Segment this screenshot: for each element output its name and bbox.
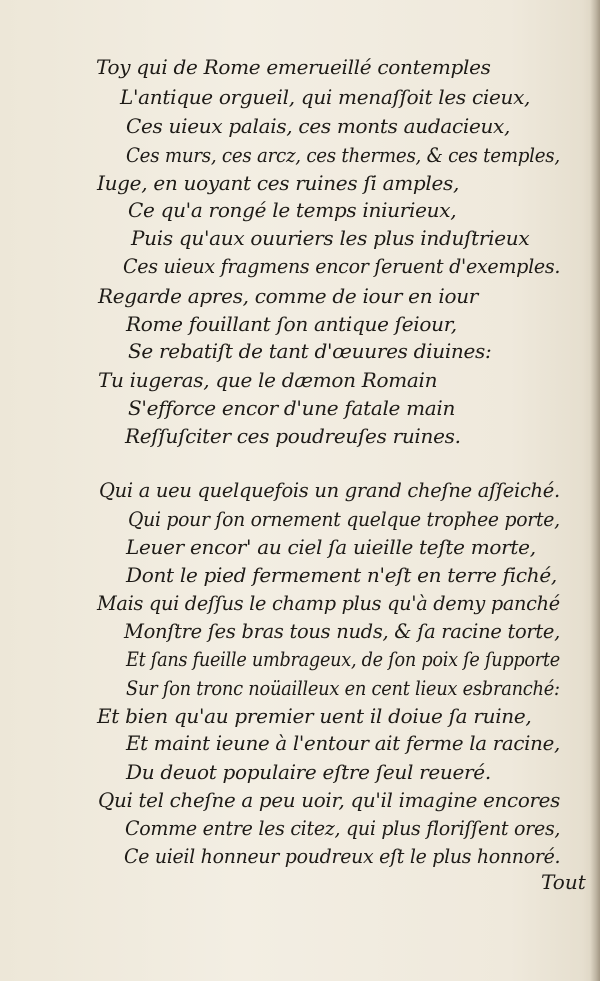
catchword: Tout <box>541 870 586 894</box>
verse-line: Qui pour ſon ornement quelque trophee porte, <box>128 507 560 531</box>
verse-line: Qui tel cheſne a peu uoir, qu'il imagine encores <box>98 788 560 812</box>
verse-line: Qui a ueu quelquefois un grand cheſne aſſeiché. <box>99 478 560 502</box>
verse-line: Tu iugeras, que le dæmon Romain <box>98 368 438 392</box>
verse-line: Regarde apres, comme de iour en iour <box>98 284 479 308</box>
verse-line: Reſſuſciter ces poudreuſes ruines. <box>125 424 461 448</box>
verse-line: S'efforce encor d'une fatale main <box>128 396 456 420</box>
verse-line: Et ſans fueille umbrageux, de ſon poix ſe ſupporte <box>126 647 560 671</box>
verse-line: Ce uieil honneur poudreux eſt le plus honnoré. <box>124 844 561 868</box>
verse-line: L'antique orgueil, qui menaſſoit les cieux, <box>120 85 531 109</box>
verse-line: Et maint ieune à l'entour ait ferme la racine, <box>126 731 560 755</box>
verse-line: Sur ſon tronc noüailleux en cent lieux esbranché: <box>126 676 560 700</box>
verse-line: Dont le pied fermement n'eſt en terre fiché, <box>126 563 557 587</box>
verse-line: Rome fouillant ſon antique ſeiour, <box>126 312 457 336</box>
verse-line: Comme entre les citez, qui plus floriſſent ores, <box>125 816 561 840</box>
verse-line: Puis qu'aux ouuriers les plus induſtrieux <box>131 226 530 250</box>
verse-line: Monſtre ſes bras tous nuds, & ſa racine torte, <box>124 619 561 643</box>
verse-line: Et bien qu'au premier uent il doiue ſa ruine, <box>97 704 532 728</box>
verse-line: Iuge, en uoyant ces ruines ſi amples, <box>97 171 460 195</box>
verse-line: Du deuot populaire eſtre ſeul reueré. <box>126 760 491 784</box>
page-edge-shadow <box>590 0 600 981</box>
verse-line: Ces uieux palais, ces monts audacieux, <box>126 114 511 138</box>
verse-line: Ce qu'a rongé le temps iniurieux, <box>128 198 457 222</box>
verse-line: Ces uieux fragmens encor ſeruent d'exemples. <box>123 254 561 278</box>
verse-line: Ces murs, ces arcz, ces thermes, & ces temples, <box>126 143 560 167</box>
verse-line: Leuer encor' au ciel ſa uieille teſte morte, <box>126 535 536 559</box>
verse-line: Toy qui de Rome emerueillé contemples <box>96 55 491 79</box>
verse-line: Se rebatiſt de tant d'œuures diuines: <box>128 339 492 363</box>
verse-line: Mais qui deſſus le champ plus qu'à demy panché <box>97 591 560 615</box>
